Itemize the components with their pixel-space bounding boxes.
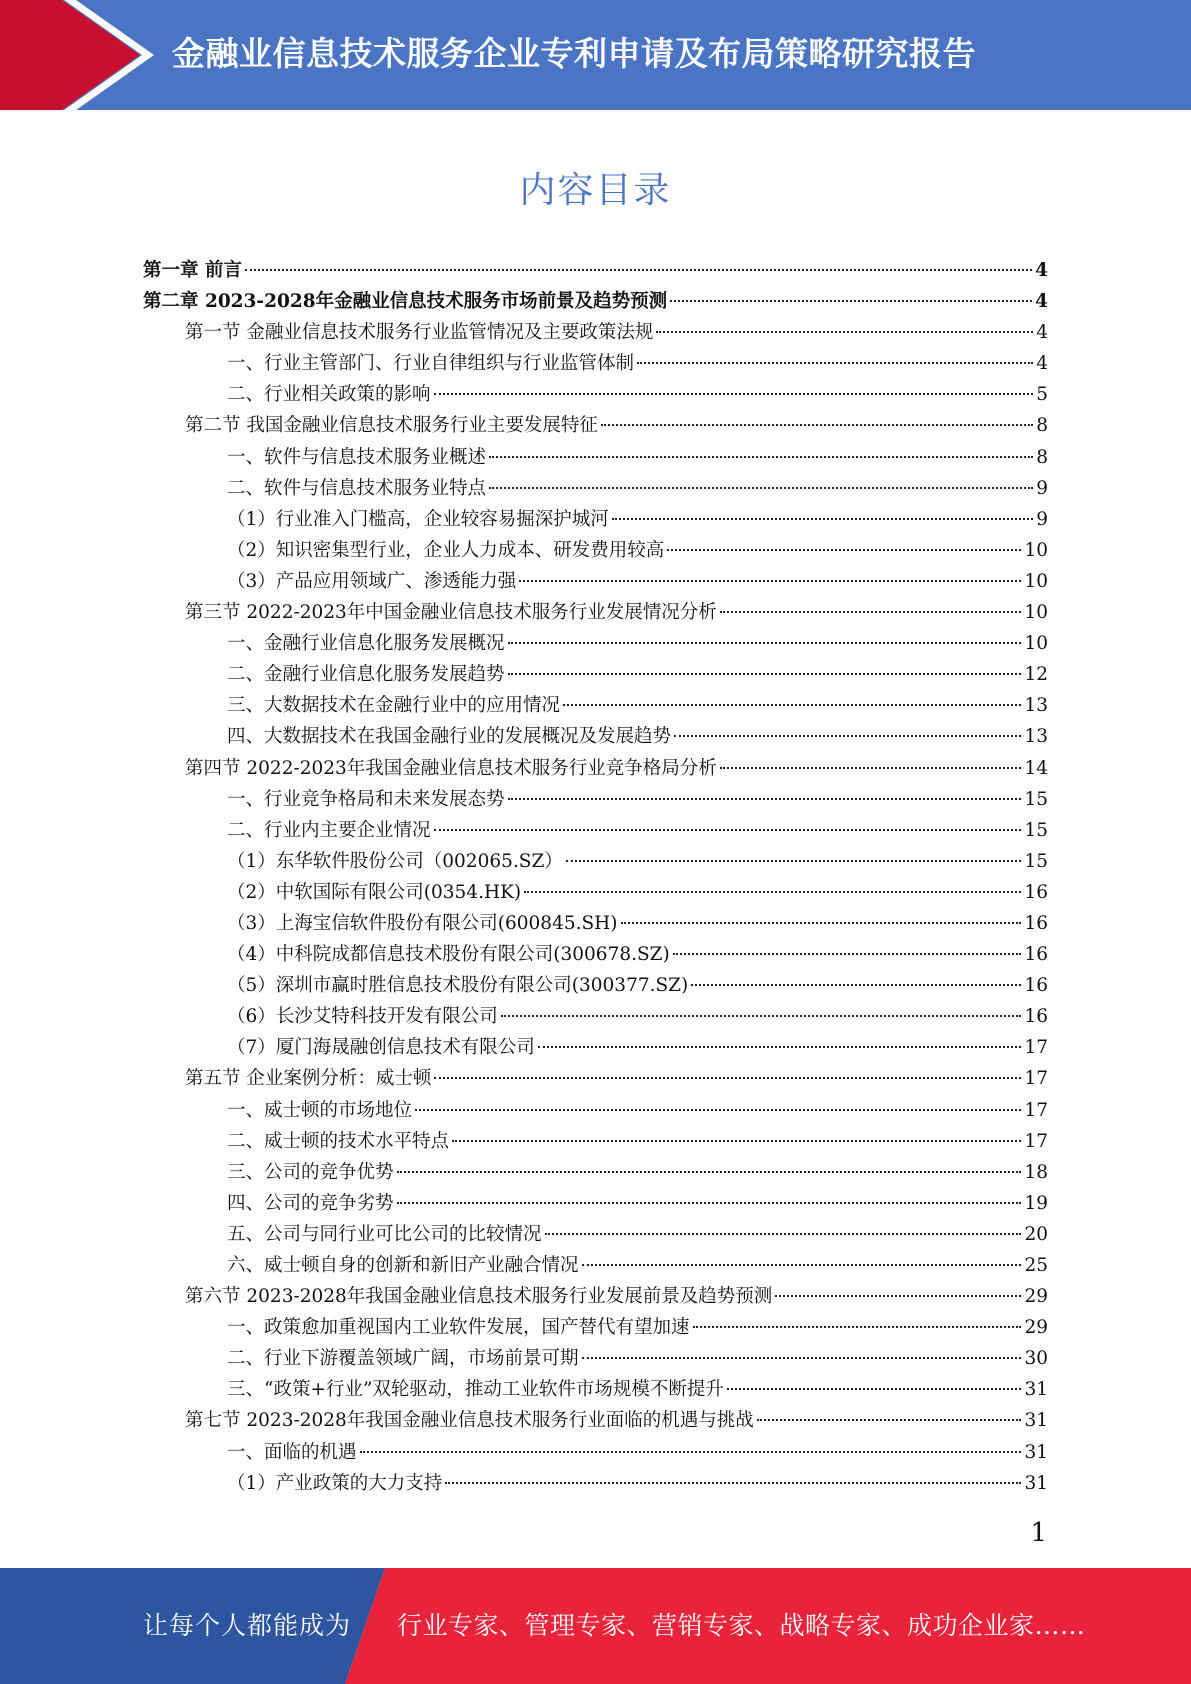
toc-entry[interactable] <box>143 286 1048 317</box>
toc-entry[interactable] <box>143 1095 1048 1126</box>
toc-entry[interactable] <box>143 753 1048 784</box>
toc-entry-text: 一、金融行业信息化服务发展概况 <box>227 633 505 655</box>
toc-entry[interactable] <box>143 1374 1048 1405</box>
toc-dot-leader <box>445 1482 1021 1484</box>
toc-entry[interactable] <box>143 939 1048 970</box>
toc-entry[interactable] <box>143 1343 1048 1374</box>
toc-dot-leader <box>545 1233 1022 1235</box>
toc-entry-text: 四、大数据技术在我国金融行业的发展概况及发展趋势 <box>227 726 672 748</box>
toc-entry-page: 8 <box>1036 415 1048 437</box>
page-number: 1 <box>1030 1518 1047 1548</box>
toc-entry[interactable] <box>143 1157 1048 1188</box>
toc-entry-text: （4）中科院成都信息技术股份有限公司(300678.SZ) <box>227 944 670 966</box>
header-banner <box>0 0 1191 110</box>
toc-dot-leader <box>637 362 1033 364</box>
toc-entry-page: 31 <box>1024 1379 1048 1401</box>
toc-entry-page: 16 <box>1024 881 1048 903</box>
toc-entry[interactable] <box>143 1032 1048 1063</box>
footer-slogan-left: 让每个人都能成为 <box>143 1611 352 1640</box>
toc-entry-text: 三、公司的竞争优势 <box>227 1161 394 1183</box>
toc-entry-page: 13 <box>1024 726 1048 748</box>
toc-entry[interactable] <box>143 566 1048 597</box>
toc-entry[interactable] <box>143 877 1048 908</box>
toc-entry-page: 5 <box>1036 384 1048 406</box>
toc-dot-leader <box>415 1109 1021 1111</box>
toc-entry-page: 9 <box>1036 508 1048 530</box>
toc-entry-page: 10 <box>1024 633 1048 655</box>
toc-dot-leader <box>582 1264 1022 1266</box>
toc-dot-leader <box>601 424 1033 426</box>
toc-entry[interactable] <box>143 690 1048 721</box>
toc-dot-leader <box>360 1451 1022 1453</box>
toc-dot-leader <box>612 518 1033 520</box>
toc-entry-text: 一、面临的机遇 <box>227 1441 357 1463</box>
toc-entry-text: 第二节 我国金融业信息技术服务行业主要发展特征 <box>185 415 598 437</box>
toc-dot-leader <box>667 549 1021 551</box>
table-of-contents <box>143 255 1048 1499</box>
toc-dot-leader <box>397 1171 1022 1173</box>
toc-entry-text: 第七节 2023-2028年我国金融业信息技术服务行业面临的机遇与挑战 <box>185 1410 754 1432</box>
toc-entry[interactable] <box>143 1219 1048 1250</box>
toc-entry[interactable] <box>143 659 1048 690</box>
toc-entry-page: 31 <box>1024 1441 1048 1463</box>
toc-entry-text: 二、金融行业信息化服务发展趋势 <box>227 664 505 686</box>
toc-entry-text: 二、威士顿的技术水平特点 <box>227 1130 450 1152</box>
toc-entry-page: 13 <box>1024 695 1048 717</box>
toc-dot-leader <box>670 300 1032 302</box>
toc-entry[interactable] <box>143 1468 1048 1499</box>
toc-entry[interactable] <box>143 1001 1048 1032</box>
toc-entry[interactable] <box>143 1312 1048 1343</box>
toc-dot-leader <box>501 1015 1022 1017</box>
toc-entry-text: （7）厦门海晟融创信息技术有限公司 <box>227 1037 535 1059</box>
toc-entry-page: 16 <box>1024 944 1048 966</box>
toc-entry-text: 一、行业竞争格局和未来发展态势 <box>227 788 505 810</box>
toc-entry-text: （1）行业准入门槛高，企业较容易掘深护城河 <box>227 508 609 530</box>
toc-entry-text: 六、威士顿自身的创新和新旧产业融合情况 <box>227 1255 579 1276</box>
toc-entry[interactable] <box>143 846 1048 877</box>
toc-dot-leader <box>452 1140 1021 1142</box>
toc-entry-text: （2）中软国际有限公司(0354.HK) <box>227 881 522 903</box>
toc-entry-text: 第一章 前言 <box>143 260 242 281</box>
toc-entry-page: 16 <box>1024 1006 1048 1028</box>
toc-entry[interactable] <box>143 1437 1048 1468</box>
toc-dot-leader <box>582 1357 1022 1359</box>
toc-entry[interactable] <box>143 1188 1048 1219</box>
toc-entry[interactable] <box>143 348 1048 379</box>
toc-entry-page: 15 <box>1024 850 1048 872</box>
toc-entry-page: 17 <box>1024 1130 1048 1152</box>
toc-entry-text: 一、行业主管部门、行业自律组织与行业监管体制 <box>227 353 635 375</box>
toc-entry-text: 二、行业内主要企业情况 <box>227 819 431 841</box>
toc-entry-page: 12 <box>1024 664 1048 686</box>
toc-entry-text: 第五节 企业案例分析：威士顿 <box>185 1068 432 1090</box>
toc-entry[interactable] <box>143 473 1048 504</box>
toc-entry-text: 第六节 2023-2028年我国金融业信息技术服务行业发展前景及趋势预测 <box>185 1286 773 1308</box>
toc-entry[interactable] <box>143 784 1048 815</box>
toc-entry-text: （3）上海宝信软件股份有限公司(600845.SH) <box>227 912 618 934</box>
toc-entry[interactable] <box>143 379 1048 410</box>
toc-dot-leader <box>508 798 1022 800</box>
toc-entry[interactable] <box>143 628 1048 659</box>
toc-entry-page: 29 <box>1024 1286 1048 1308</box>
toc-dot-leader <box>508 642 1022 644</box>
toc-entry[interactable] <box>143 1405 1048 1436</box>
toc-entry[interactable] <box>143 410 1048 441</box>
toc-entry-page: 9 <box>1036 477 1048 499</box>
toc-entry-page: 4 <box>1035 291 1048 313</box>
toc-entry-page: 29 <box>1024 1317 1048 1339</box>
toc-entry-page: 4 <box>1036 322 1048 344</box>
header-arrow-icon <box>0 0 200 110</box>
toc-dot-leader <box>693 1326 1022 1328</box>
toc-dot-leader <box>434 393 1034 395</box>
toc-dot-leader <box>489 487 1033 489</box>
toc-entry-text: 二、软件与信息技术服务业特点 <box>227 477 487 499</box>
toc-entry[interactable] <box>143 535 1048 566</box>
toc-entry[interactable] <box>143 721 1048 752</box>
toc-entry-text: （1）东华软件股份公司（002065.SZ） <box>227 850 563 872</box>
toc-dot-leader <box>524 891 1021 893</box>
toc-entry-page: 15 <box>1024 819 1048 841</box>
toc-entry-page: 10 <box>1024 539 1048 561</box>
toc-entry-text: （2）知识密集型行业，企业人力成本、研发费用较高 <box>227 539 665 561</box>
toc-entry[interactable] <box>143 1063 1048 1094</box>
toc-entry-text: 第一节 金融业信息技术服务行业监管情况及主要政策法规 <box>185 322 654 344</box>
toc-entry[interactable] <box>143 504 1048 535</box>
toc-entry-text: 二、行业相关政策的影响 <box>227 384 431 406</box>
toc-dot-leader <box>691 984 1021 986</box>
toc-entry-page: 14 <box>1024 757 1048 779</box>
toc-dot-leader <box>519 580 1021 582</box>
toc-dot-leader <box>757 1419 1022 1421</box>
toc-entry[interactable] <box>143 908 1048 939</box>
toc-entry-text: 三、“政策+行业”双轮驱动，推动工业软件市场规模不断提升 <box>227 1379 724 1401</box>
toc-dot-leader <box>720 767 1022 769</box>
toc-entry[interactable] <box>143 442 1048 473</box>
toc-dot-leader <box>397 1202 1022 1204</box>
toc-entry-page: 15 <box>1024 788 1048 810</box>
footer-banner <box>0 1568 1191 1684</box>
toc-entry-text: （1）产业政策的大力支持 <box>227 1472 443 1494</box>
toc-entry-page: 16 <box>1024 975 1048 997</box>
toc-entry[interactable] <box>143 317 1048 348</box>
toc-entry-text: 四、公司的竞争劣势 <box>227 1192 394 1214</box>
toc-dot-leader <box>538 1046 1022 1048</box>
report-title: 金融业信息技术服务企业专利申请及布局策略研究报告 <box>172 34 976 73</box>
toc-entry-text: （3）产品应用领域广、渗透能力强 <box>227 570 517 592</box>
toc-entry-text: 五、公司与同行业可比公司的比较情况 <box>227 1223 542 1245</box>
toc-entry-page: 10 <box>1024 570 1048 592</box>
toc-entry[interactable] <box>143 815 1048 846</box>
toc-entry[interactable] <box>143 255 1048 286</box>
toc-entry[interactable] <box>143 970 1048 1001</box>
toc-entry-text: 一、政策愈加重视国内工业软件发展，国产替代有望加速 <box>227 1317 690 1339</box>
toc-entry[interactable] <box>143 1250 1048 1281</box>
toc-dot-leader <box>434 829 1022 831</box>
toc-entry-text: 一、威士顿的市场地位 <box>227 1099 413 1121</box>
toc-dot-leader <box>566 860 1022 862</box>
toc-dot-leader <box>245 269 1032 271</box>
toc-entry[interactable] <box>143 1126 1048 1157</box>
toc-entry-text: （6）长沙艾特科技开发有限公司 <box>227 1006 498 1028</box>
toc-entry-page: 4 <box>1036 353 1048 375</box>
toc-entry-page: 17 <box>1024 1099 1048 1121</box>
toc-dot-leader <box>775 1295 1021 1297</box>
toc-entry-text: 第四节 2022-2023年我国金融业信息技术服务行业竞争格局分析 <box>185 757 717 779</box>
toc-entry-page: 10 <box>1024 602 1048 624</box>
toc-entry-page: 18 <box>1024 1161 1048 1183</box>
toc-dot-leader <box>489 456 1033 458</box>
toc-dot-leader <box>720 611 1022 613</box>
toc-entry-page: 8 <box>1036 446 1048 468</box>
toc-entry-page: 31 <box>1024 1410 1048 1432</box>
toc-dot-leader <box>727 1388 1022 1390</box>
toc-entry-text: 二、行业下游覆盖领域广阔，市场前景可期 <box>227 1348 579 1370</box>
toc-dot-leader <box>674 735 1021 737</box>
toc-entry[interactable] <box>143 597 1048 628</box>
toc-entry-page: 17 <box>1024 1037 1048 1059</box>
toc-entry-text: 三、大数据技术在金融行业中的应用情况 <box>227 695 561 717</box>
toc-entry-text: 第二章 2023-2028年金融业信息技术服务市场前景及趋势预测 <box>143 291 668 313</box>
footer-slogan-right: 行业专家、管理专家、营销专家、战略专家、成功企业家…… <box>397 1611 1086 1640</box>
toc-dot-leader <box>563 704 1021 706</box>
toc-dot-leader <box>656 331 1033 333</box>
toc-dot-leader <box>508 673 1022 675</box>
toc-entry-page: 20 <box>1024 1223 1048 1245</box>
toc-entry-page: 30 <box>1024 1348 1048 1370</box>
toc-entry-page: 19 <box>1024 1192 1048 1214</box>
toc-entry-page: 17 <box>1024 1068 1048 1090</box>
toc-entry-page: 31 <box>1024 1472 1048 1494</box>
toc-entry-text: 一、软件与信息技术服务业概述 <box>227 446 487 468</box>
toc-entry-text: （5）深圳市赢时胜信息技术股份有限公司(300377.SZ) <box>227 975 689 997</box>
toc-dot-leader <box>434 1077 1021 1079</box>
toc-title: 内容目录 <box>519 170 672 211</box>
toc-dot-leader <box>673 953 1022 955</box>
toc-entry[interactable] <box>143 1281 1048 1312</box>
toc-dot-leader <box>621 922 1022 924</box>
toc-entry-text: 第三节 2022-2023年中国金融业信息技术服务行业发展情况分析 <box>185 602 717 624</box>
toc-entry-page: 25 <box>1024 1255 1048 1276</box>
toc-entry-page: 16 <box>1024 912 1048 934</box>
toc-entry-page: 4 <box>1035 260 1048 281</box>
